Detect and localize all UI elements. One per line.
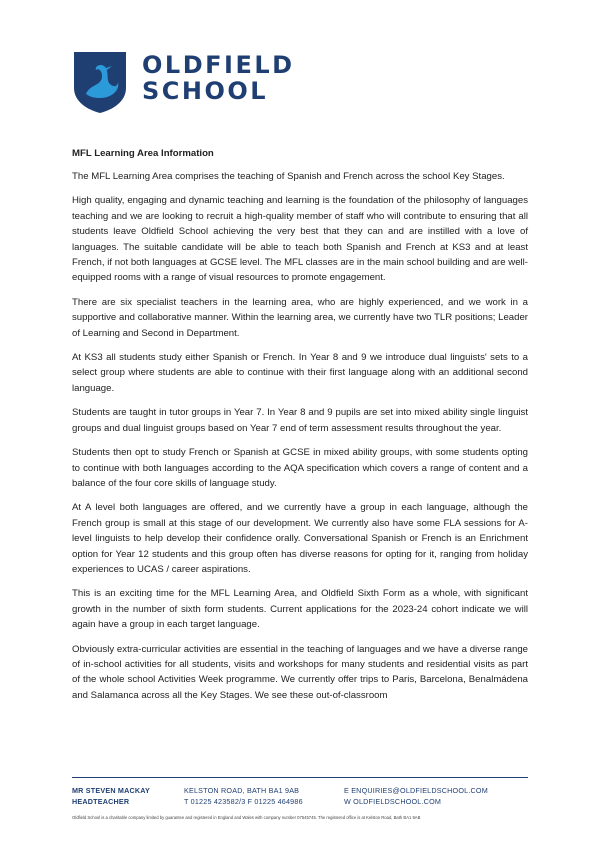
document-body [72, 148, 528, 712]
paragraph: At A level both languages are offered, and we currently have a group in each language, although the French group is small at this stage of our development. We currently also have some FLA sessions for A-level linguists to help develop their confidence orally. Conversational Spanish or French is an Enrichment option for Year 12 students and this group often has diverse reasons for opting for it, ranging from holiday experiences to UCAS / career aspirations. [72, 502, 528, 575]
paragraph: At KS3 all students study either Spanish or French. In Year 8 and 9 we introduce dual linguists' sets to a select group where students are able to continue with their first language along with an additional second language. [72, 352, 528, 394]
headteacher-title: HEADTEACHER [72, 796, 130, 806]
website-link[interactable]: W OLDFIELDSCHOOL.COM [344, 796, 442, 806]
paragraph: The MFL Learning Area comprises the teaching of Spanish and French across the school Key Stages. [72, 171, 505, 182]
school-name-line1: OLDFIELD [142, 51, 295, 79]
school-logo [72, 50, 295, 114]
paragraph: High quality, engaging and dynamic teaching and learning is the foundation of the philosophy of languages teaching and we are looking to recruit a high-quality member of staff who will contribute to ensuring that all students leave Oldfield School achieving the very best that they can and are instilled with a love of languages. The suitable candidate will be able to teach both Spanish and French at KS3 and at least French, if not both languages at GCSE level. The MFL classes are in the main school building and are well-equipped rooms with a range of visual resources to promote engagement. [72, 195, 528, 284]
legal-notice: Oldfield School is a charitable company limited by guarantee and registered in England and Wales with company number 07545745. The registered office is at Kelston Road, Bath BA1 9AB [72, 815, 421, 820]
footer-contact [344, 786, 528, 807]
paragraph: Students then opt to study French or Spanish at GCSE in mixed ability groups, with some students opting to continue with both languages according to the AQA specification which covers a range of content and a balance of the four core skills of language study. [72, 447, 528, 489]
swan-crest-icon [72, 50, 128, 114]
page-footer [72, 777, 528, 820]
headteacher-name: MR STEVEN MACKAY [72, 786, 151, 795]
paragraph: There are six specialist teachers in the learning area, who are highly experienced, and we work in a supportive and collaborative manner. Within the learning area, we currently have two TLR positions; Leader of Learning and Second in Department. [72, 296, 528, 339]
paragraph: Obviously extra-curricular activities are essential in the teaching of languages and we have a diverse range of in-school activities for all students, visits and workshops for many students and residential visits as part of the whole school Activities Week programme. We currently offer trips to Paris, Barcelona, Benalmádena and Salamanca across all the Key Stages. We see these out-of-classroom [72, 643, 528, 701]
paragraph: This is an exciting time for the MFL Learning Area, and Oldfield Sixth Form as a whole, with significant growth in the number of sixth form students. Current applications for the 2023-24 cohort indicate we will again have a group in each target language. [72, 588, 528, 631]
footer-address [184, 786, 344, 807]
school-name-line2: SCHOOL [142, 77, 269, 105]
document-title: MFL Learning Area Information [72, 148, 214, 159]
phone: T 01225 423582/3 F 01225 464986 [184, 796, 303, 806]
email-link[interactable]: E ENQUIRIES@OLDFIELDSCHOOL.COM [344, 786, 488, 795]
address: KELSTON ROAD, BATH BA1 9AB [184, 786, 300, 795]
paragraph: Students are taught in tutor groups in Year 7. In Year 8 and 9 pupils are set into mixed ability single linguist groups and dual linguist groups based on Year 7 end of term assessment results throughout the year. [72, 407, 528, 434]
school-name [142, 52, 295, 104]
footer-headteacher [72, 786, 184, 807]
